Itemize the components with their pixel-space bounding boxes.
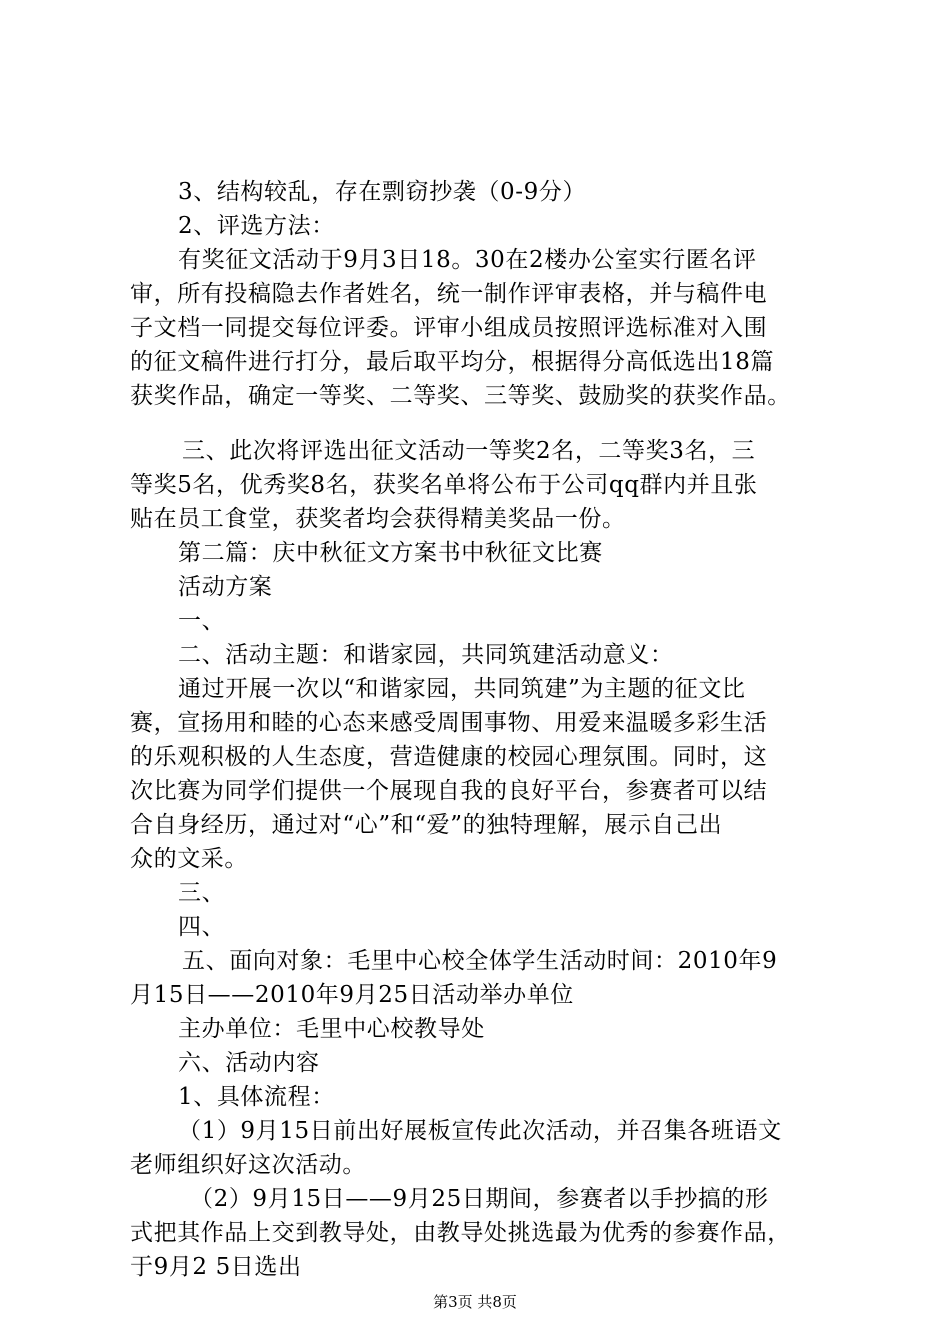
text-line-5: 子文档一同提交每位评委。评审小组成员按照评选标准对入围 xyxy=(130,315,768,341)
text-line-21: 三、 xyxy=(178,880,226,906)
text-line-28: （1）9月15日前出好展板宣传此次活动，并召集各班语文 xyxy=(178,1118,782,1144)
text-line-14: 二、活动主题：和谐家园，共同筑建活动意义： xyxy=(178,642,674,668)
text-line-25: 主办单位：毛里中心校教导处 xyxy=(178,1016,485,1042)
text-line-7: 获奖作品，确定一等奖、二等奖、三等奖、鼓励奖的获奖作品。 xyxy=(130,383,791,409)
text-line-9: 等奖5名，优秀奖8名，获奖名单将公布于公司qq群内并且张 xyxy=(130,472,758,498)
text-line-19: 合自身经历，通过对“心”和“爱”的独特理解，展示自己出 xyxy=(130,812,723,838)
text-line-1: 3、结构较乱，存在剽窃抄袭（0-9分） xyxy=(178,179,587,205)
text-line-31: 式把其作品上交到教导处，由教导处挑选最为优秀的参赛作品， xyxy=(130,1220,791,1246)
text-line-16: 赛，宣扬用和睦的心态来感受周围事物、用爱来温暖多彩生活 xyxy=(130,710,768,736)
text-line-20: 众的文采。 xyxy=(130,846,248,872)
text-line-4: 审，所有投稿隐去作者姓名，统一制作评审表格，并与稿件电 xyxy=(130,281,768,307)
text-line-6: 的征文稿件进行打分，最后取平均分，根据得分高低选出18篇 xyxy=(130,349,775,375)
text-line-27: 1、具体流程： xyxy=(178,1084,335,1110)
text-line-13: 一、 xyxy=(178,608,226,634)
text-line-17: 的乐观积极的人生态度，营造健康的校园心理氛围。同时，这 xyxy=(130,744,768,770)
text-line-32: 于9月2 5日选出 xyxy=(130,1254,302,1280)
text-line-2: 2、评选方法： xyxy=(178,213,335,239)
text-line-3: 有奖征文活动于9月3日18。30在2楼办公室实行匿名评 xyxy=(178,247,757,273)
text-line-10: 贴在员工食堂，获奖者均会获得精美奖品一份。 xyxy=(130,506,626,532)
text-line-8: 三、此次将评选出征文活动一等奖2名，二等奖3名，三 xyxy=(182,438,756,464)
text-line-29: 老师组织好这次活动。 xyxy=(130,1152,366,1178)
text-line-23: 五、面向对象：毛里中心校全体学生活动时间：2010年9 xyxy=(182,948,778,974)
text-line-11: 第二篇：庆中秋征文方案书中秋征文比赛 xyxy=(178,540,603,566)
text-line-30: （2）9月15日——9月25日期间，参赛者以手抄搞的形 xyxy=(190,1186,769,1212)
text-line-15: 通过开展一次以“和谐家园，共同筑建”为主题的征文比 xyxy=(178,676,746,702)
text-line-24: 月15日——2010年9月25日活动举办单位 xyxy=(130,982,574,1008)
text-line-26: 六、活动内容 xyxy=(178,1050,320,1076)
text-line-18: 次比赛为同学们提供一个展现自我的良好平台，参赛者可以结 xyxy=(130,778,768,804)
text-line-12: 活动方案 xyxy=(178,574,273,600)
text-line-22: 四、 xyxy=(178,914,226,940)
page-footer: 第3页 共8页 xyxy=(433,1293,517,1311)
